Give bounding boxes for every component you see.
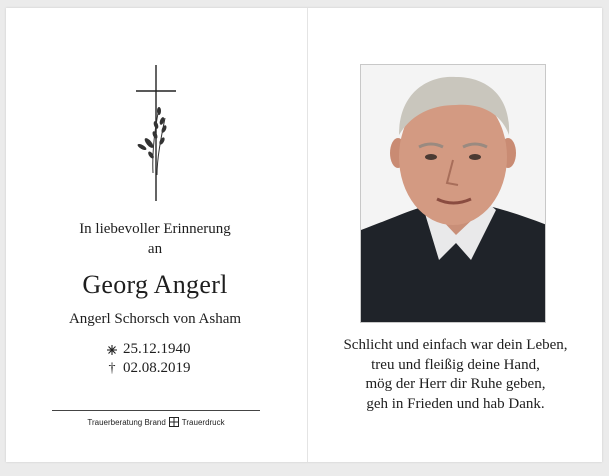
memorial-verse [309,336,602,414]
verse-line-2: treu und fleißig deine Hand, [371,356,540,373]
portrait-illustration [361,65,546,323]
printer-logo-icon [169,417,179,427]
deceased-name: Georg Angerl [82,270,228,299]
remembrance-line-2: an [147,241,163,257]
dagger-death-icon: † [108,361,116,376]
memorial-card [6,8,602,462]
birth-row [106,340,191,359]
verse-line-3: mög der Herr dir Ruhe geben, [365,376,546,392]
footer-right-text: Trauerdruck [181,417,225,427]
verse-line-4: geh in Frieden und hab Dank. [366,395,545,412]
death-date: 02.08.2019 [123,360,191,376]
deceased-nickname: Angerl Schorsch von Asham [68,311,242,327]
printer-footer [52,417,260,427]
footer-left-text: Trauerberatung Brand [87,417,166,427]
footer-divider [52,410,260,411]
card-fold [307,8,308,462]
cross-with-wheat-icon [131,63,181,203]
death-row [106,359,191,378]
birth-date: 25.12.1940 [123,341,191,357]
verse-line-1: Schlicht und einfach war dein Leben, [343,337,568,353]
portrait-photo [360,64,546,323]
remembrance-heading [26,219,284,259]
remembrance-line-1: In liebevoller Erinnerung [79,221,231,237]
life-dates [106,340,191,378]
asterisk-birth-icon [106,344,118,356]
